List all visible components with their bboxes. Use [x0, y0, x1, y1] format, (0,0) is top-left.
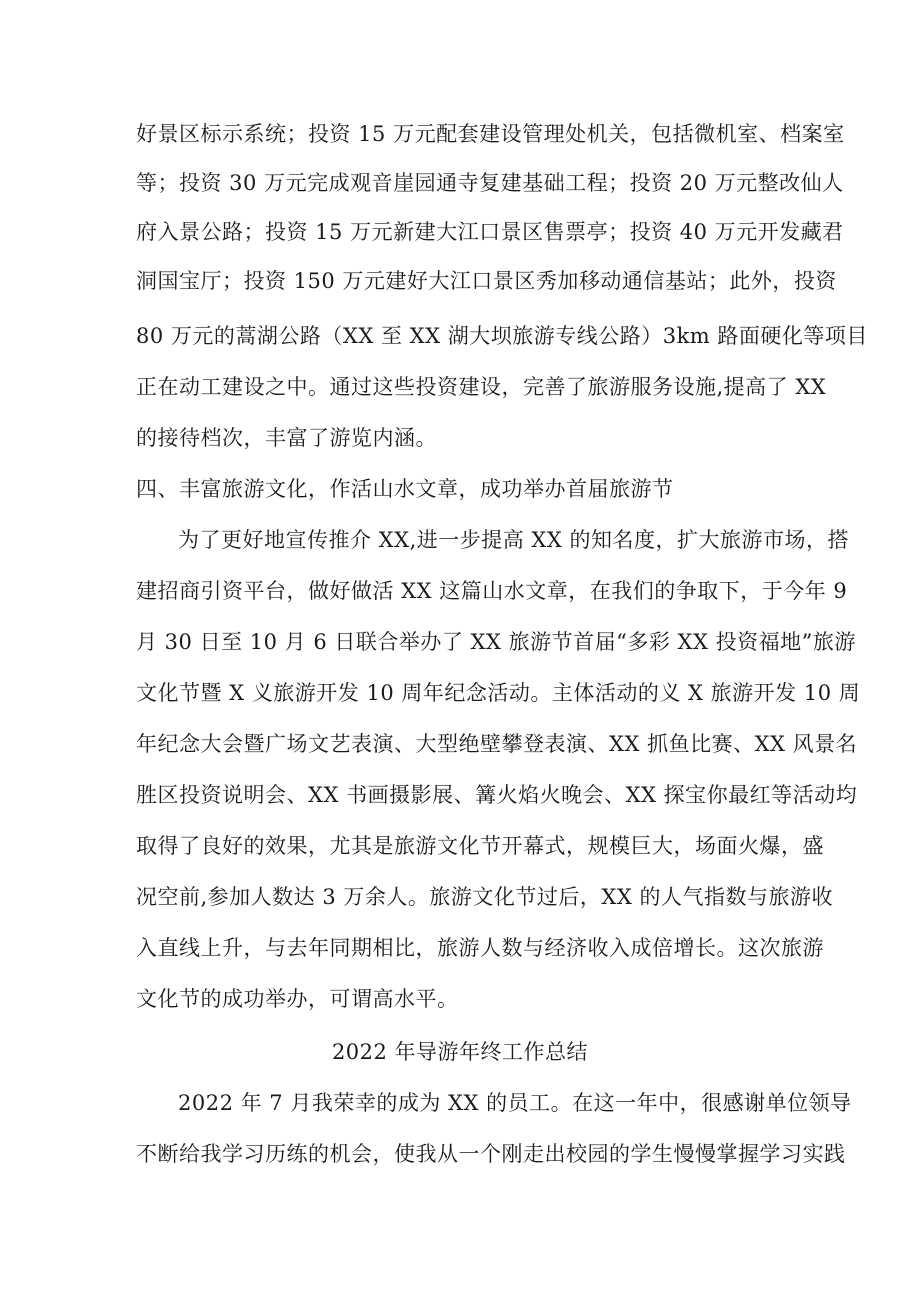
paragraph-line: 为了更好地宣传推介 XX,进一步提高 XX 的知名度，扩大旅游市场，搭 — [178, 528, 849, 552]
paragraph-line: 好景区标示系统；投资 15 万元配套建设管理处机关，包括微机室、档案室 — [136, 122, 845, 146]
paragraph-line: 正在动工建设之中。通过这些投资建设，完善了旅游服务设施,提高了 XX — [136, 375, 827, 399]
paragraph-line: 的接待档次，丰富了游览内涵。 — [136, 426, 437, 450]
paragraph-line: 入直线上升，与去年同期相比，旅游人数与经济收入成倍增长。这次旅游 — [136, 936, 824, 960]
document-title: 2022 年导游年终工作总结 — [331, 1040, 589, 1064]
paragraph-line: 胜区投资说明会、XX 书画摄影展、篝火焰火晚会、XX 探宝你最红等活动均 — [136, 783, 858, 807]
paragraph-line: 不断给我学习历练的机会，使我从一个刚走出校园的学生慢慢掌握学习实践 — [136, 1142, 846, 1166]
paragraph-line: 年纪念大会暨广场文艺表演、大型绝壁攀登表演、XX 抓鱼比赛、XX 风景名 — [136, 732, 858, 756]
paragraph-line: 月 30 日至 10 月 6 日联合举办了 XX 旅游节首届“多彩 XX 投资福地”旅游 — [136, 630, 856, 654]
paragraph-line: 文化节的成功举办，可谓高水平。 — [136, 987, 459, 1011]
paragraph-line: 等；投资 30 万元完成观音崖园通寺复建基础工程；投资 20 万元整改仙人 — [136, 171, 844, 195]
paragraph-line: 洞国宝厅；投资 150 万元建好大江口景区秀加移动通信基站；此外，投资 — [136, 269, 837, 293]
paragraph-line: 80 万元的蒿湖公路（XX 至 XX 湖大坝旅游专线公路）3km 路面硬化等项目 — [136, 324, 868, 348]
paragraph-line: 况空前,参加人数达 3 万余人。旅游文化节过后，XX 的人气指数与旅游收 — [136, 885, 833, 909]
paragraph-line: 2022 年 7 月我荣幸的成为 XX 的员工。在这一年中，很感谢单位领导 — [178, 1091, 852, 1115]
section-heading: 四、丰富旅游文化，作活山水文章，成功举办首届旅游节 — [136, 477, 674, 501]
paragraph-line: 文化节暨 X 义旅游开发 10 周年纪念活动。主体活动的义 X 旅游开发 10 周 — [136, 681, 861, 705]
paragraph-line: 府入景公路；投资 15 万元新建大江口景区售票亭；投资 40 万元开发藏君 — [136, 220, 844, 244]
paragraph-line: 建招商引资平台，做好做活 XX 这篇山水文章，在我们的争取下，于今年 9 — [136, 579, 848, 603]
paragraph-line: 取得了良好的效果，尤其是旅游文化节开幕式，规模巨大，场面火爆，盛 — [136, 834, 824, 858]
